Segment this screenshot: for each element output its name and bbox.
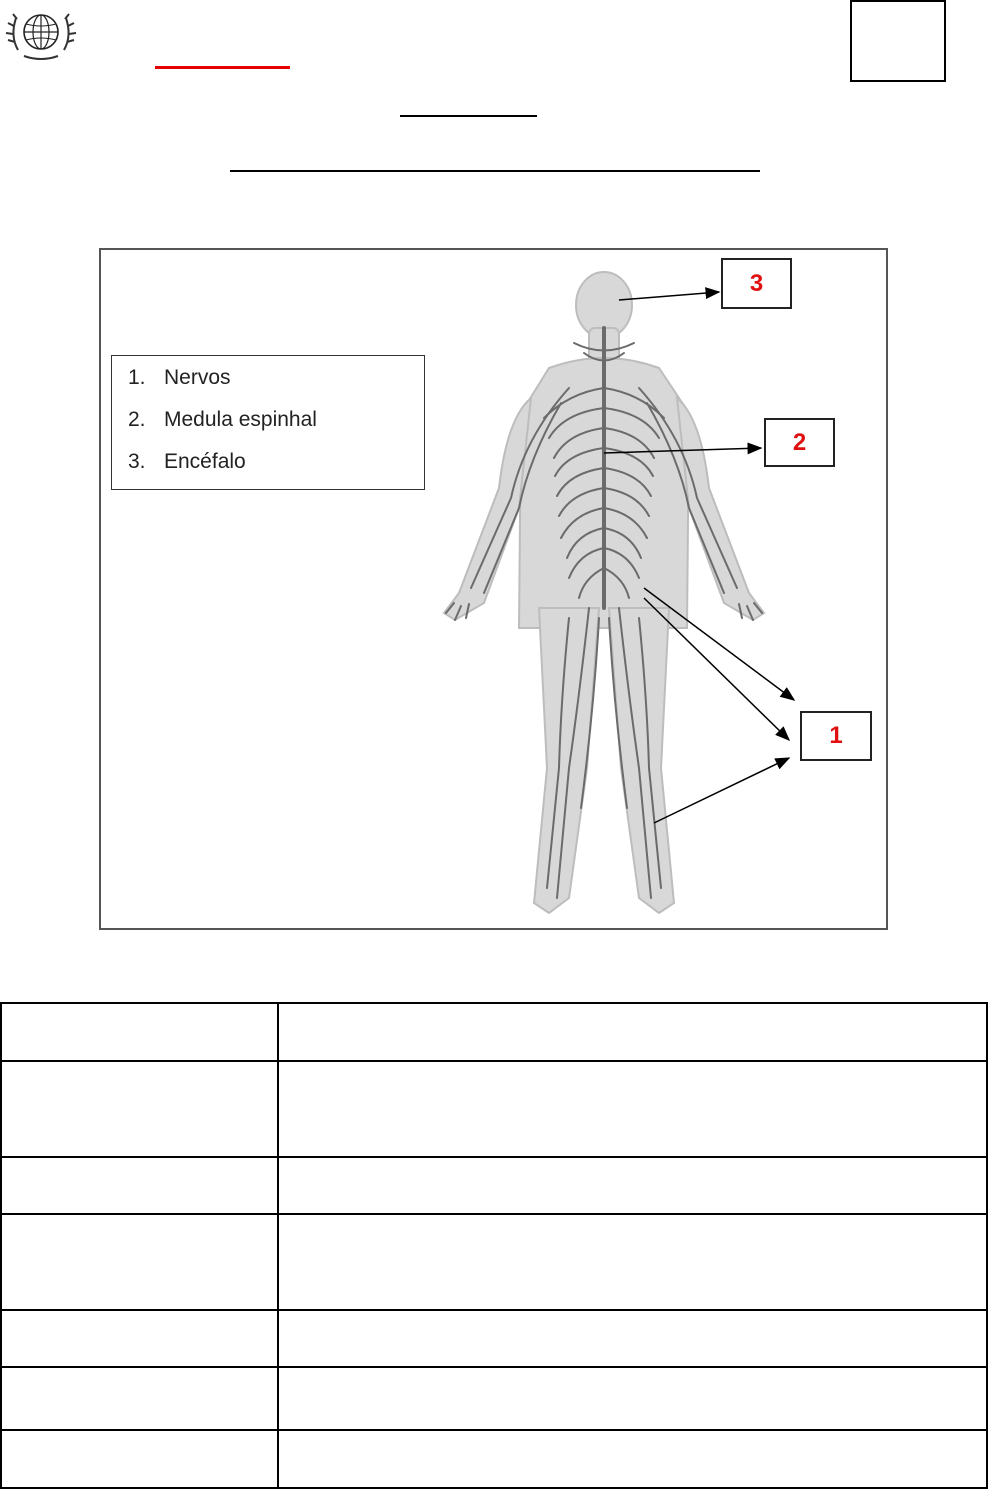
title-underline bbox=[400, 115, 537, 117]
legend-label: Medula espinhal bbox=[164, 408, 317, 431]
legend-label: Encéfalo bbox=[164, 450, 246, 473]
table-cell bbox=[278, 1430, 987, 1488]
table-row bbox=[1, 1061, 987, 1157]
table-row bbox=[1, 1430, 987, 1488]
table-cell bbox=[278, 1003, 987, 1061]
legend-number: 1. bbox=[128, 366, 146, 389]
table-cell bbox=[1, 1157, 278, 1214]
legend-number: 3. bbox=[128, 450, 146, 473]
answer-table bbox=[0, 1002, 988, 1489]
table-cell bbox=[278, 1214, 987, 1310]
table-cell bbox=[1, 1367, 278, 1430]
legend-number: 2. bbox=[128, 408, 146, 431]
table-row bbox=[1, 1214, 987, 1310]
table-row bbox=[1, 1003, 987, 1061]
legend-item-nervos bbox=[128, 366, 231, 390]
legend-box bbox=[111, 355, 425, 490]
subtitle-underline bbox=[230, 170, 760, 172]
table-row bbox=[1, 1367, 987, 1430]
legend-item-medula bbox=[128, 408, 317, 432]
table-cell bbox=[1, 1430, 278, 1488]
legend-label: Nervos bbox=[164, 366, 231, 389]
table-cell bbox=[278, 1061, 987, 1157]
table-cell bbox=[1, 1061, 278, 1157]
name-underline-red bbox=[155, 66, 290, 69]
callout-box-2: 2 bbox=[764, 418, 835, 467]
table-cell bbox=[1, 1214, 278, 1310]
table-cell bbox=[278, 1367, 987, 1430]
legend-item-encefalo bbox=[128, 450, 246, 474]
table-cell bbox=[278, 1157, 987, 1214]
callout-box-3: 3 bbox=[721, 258, 792, 309]
school-seal-logo bbox=[4, 2, 78, 64]
callout-box-1: 1 bbox=[800, 711, 872, 761]
grade-box bbox=[850, 0, 946, 82]
table-row bbox=[1, 1310, 987, 1367]
table-row bbox=[1, 1157, 987, 1214]
arrow-to-box-3 bbox=[619, 292, 719, 300]
human-nervous-system-illustration bbox=[99, 248, 888, 930]
table-cell bbox=[1, 1003, 278, 1061]
arrow-to-box-1-lower bbox=[654, 758, 789, 823]
table-cell bbox=[1, 1310, 278, 1367]
table-cell bbox=[278, 1310, 987, 1367]
